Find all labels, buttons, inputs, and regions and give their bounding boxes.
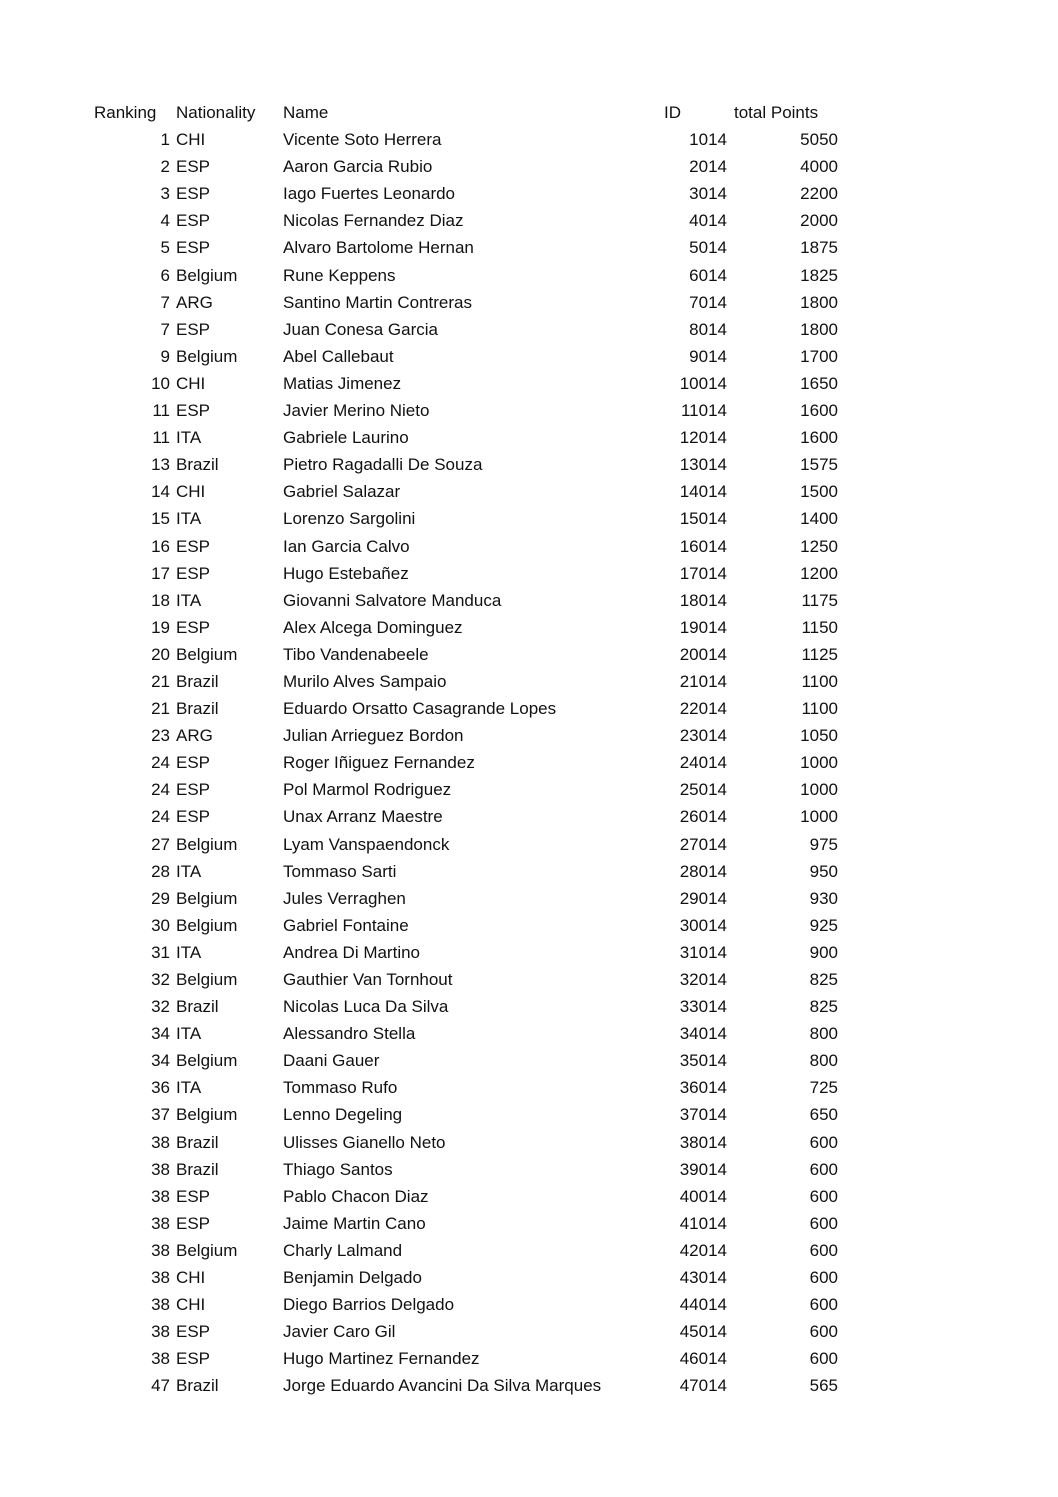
ranking-cell: 34 [151,1051,170,1071]
name-cell: Gabriel Salazar [283,482,401,502]
ranking-cell: 47 [151,1376,170,1396]
id-cell: 40014 [679,1186,727,1206]
points-cell: 1125 [801,644,838,664]
id-cell: 43014 [679,1268,727,1288]
id-cell: 1014 [689,130,727,150]
ranking-cell: 38 [151,1240,170,1260]
points-cell: 800 [809,1024,838,1044]
points-cell: 1100 [801,699,838,719]
name-cell: Alex Alcega Dominguez [283,617,463,637]
nationality-cell: Belgium [176,644,238,664]
points-cell: 930 [809,888,838,908]
id-cell: 44014 [679,1295,727,1315]
name-cell: Pol Marmol Rodriguez [283,780,452,800]
points-cell: 1000 [800,753,838,773]
nationality-cell: ESP [176,401,211,421]
id-cell: 24014 [679,753,727,773]
ranking-table [0,99,1058,1400]
table-row [0,1318,1058,1345]
nationality-cell: Brazil [176,671,219,691]
ranking-cell: 16 [151,536,170,556]
table-row [0,424,1058,451]
id-cell: 32014 [679,970,727,989]
ranking-cell: 38 [151,1159,170,1179]
ranking-cell: 27 [151,834,170,854]
nationality-cell: ESP [176,319,211,339]
ranking-cell: 2 [160,157,170,177]
table-row [0,289,1058,316]
name-cell: Roger Iñiguez Fernandez [283,753,475,773]
nationality-cell: ESP [176,617,211,637]
id-cell: 14014 [679,482,727,502]
table-row [0,478,1058,505]
name-cell: Charly Lalmand [283,1240,403,1260]
points-cell: 1875 [800,238,838,258]
ranking-cell: 24 [151,753,170,773]
points-cell: 5050 [800,130,838,150]
nationality-cell: ITA [176,942,202,962]
table-row [0,1129,1058,1156]
id-cell: 8014 [689,319,727,339]
name-cell: Iago Fuertes Leonardo [283,184,456,204]
table-row [0,1291,1058,1318]
ranking-cell: 38 [151,1295,170,1315]
name-cell: Matias Jimenez [283,373,402,393]
name-cell: Hugo Martinez Fernandez [283,1349,480,1369]
ranking-cell: 38 [151,1268,170,1288]
ranking-cell: 23 [151,726,170,746]
name-cell: Lenno Degeling [283,1105,403,1125]
header-nationality: Nationality [176,103,256,122]
ranking-cell: 10 [151,373,170,393]
table-row [0,180,1058,207]
ranking-cell: 38 [151,1322,170,1342]
ranking-cell: 38 [151,1213,170,1233]
header-ranking: Ranking [94,103,157,122]
id-cell: 45014 [679,1322,727,1342]
table-row [0,1156,1058,1183]
table-row [0,749,1058,776]
points-cell: 1700 [800,346,838,366]
ranking-cell: 28 [151,861,170,881]
table-row [0,533,1058,560]
id-cell: 13014 [679,455,727,475]
id-cell: 16014 [679,536,727,556]
points-cell: 1650 [800,373,838,393]
table-row [0,858,1058,885]
table-row [0,397,1058,424]
points-cell: 725 [809,1078,838,1098]
ranking-cell: 32 [151,970,170,989]
table-row [0,505,1058,532]
id-cell: 21014 [679,671,727,691]
name-cell: Daani Gauer [283,1051,380,1071]
table-row [0,1237,1058,1264]
table-row [0,207,1058,234]
points-cell: 2000 [800,211,838,231]
table-row [0,234,1058,261]
id-cell: 27014 [679,834,727,854]
table-row [0,966,1058,993]
nationality-cell: CHI [176,373,206,393]
ranking-cell: 24 [151,780,170,800]
points-cell: 1175 [801,590,838,610]
table-row [0,153,1058,180]
points-cell: 800 [809,1051,838,1071]
points-cell: 1100 [801,671,838,691]
nationality-cell: ESP [176,184,211,204]
table-row [0,641,1058,668]
table-row [0,1101,1058,1128]
table-row [0,939,1058,966]
name-cell: Lorenzo Sargolini [283,509,416,529]
nationality-cell: ESP [176,536,211,556]
nationality-cell: Belgium [176,970,238,989]
table-row [0,1020,1058,1047]
id-cell: 12014 [679,428,727,448]
nationality-cell: Belgium [176,915,238,935]
ranking-cell: 5 [160,238,170,258]
name-cell: Tibo Vandenabeele [283,644,429,664]
points-cell: 1250 [800,536,838,556]
nationality-cell: ESP [176,1186,211,1206]
points-cell: 2200 [800,184,838,204]
name-cell: Rune Keppens [283,265,396,285]
table-row [0,993,1058,1020]
name-cell: Pablo Chacon Diaz [283,1186,429,1206]
nationality-cell: ARG [176,292,213,312]
name-cell: Vicente Soto Herrera [283,130,442,150]
nationality-cell: ESP [176,1322,211,1342]
name-cell: Ulisses Gianello Neto [283,1132,446,1152]
ranking-cell: 21 [151,671,170,691]
ranking-cell: 18 [151,590,170,610]
id-cell: 19014 [679,617,727,637]
nationality-cell: ITA [176,509,202,529]
ranking-cell: 19 [151,617,170,637]
nationality-cell: CHI [176,482,206,502]
ranking-cell: 29 [151,888,170,908]
id-cell: 33014 [679,997,727,1017]
name-cell: Andrea Di Martino [283,942,421,962]
id-cell: 5014 [689,238,727,258]
ranking-cell: 38 [151,1186,170,1206]
name-cell: Aaron Garcia Rubio [283,157,433,177]
name-cell: Tommaso Sarti [283,861,397,881]
nationality-cell: ESP [176,238,211,258]
points-cell: 950 [809,861,838,881]
id-cell: 37014 [679,1105,727,1125]
points-cell: 1400 [800,509,838,529]
table-row [0,803,1058,830]
nationality-cell: Belgium [176,346,238,366]
points-cell: 825 [809,997,838,1017]
id-cell: 11014 [680,401,727,421]
points-cell: 1050 [800,726,838,746]
name-cell: Pietro Ragadalli De Souza [283,455,483,475]
points-cell: 1575 [800,455,838,475]
points-cell: 600 [809,1295,838,1315]
id-cell: 36014 [679,1078,727,1098]
points-cell: 1000 [800,780,838,800]
name-cell: Gabriele Laurino [283,428,409,448]
id-cell: 42014 [679,1240,727,1260]
id-cell: 30014 [679,915,727,935]
name-cell: Murilo Alves Sampaio [283,671,447,691]
table-row [0,262,1058,289]
points-cell: 600 [809,1213,838,1233]
table-row [0,126,1058,153]
nationality-cell: Belgium [176,888,238,908]
table-row [0,1345,1058,1372]
points-cell: 600 [809,1159,838,1179]
ranking-cell: 36 [151,1078,170,1098]
ranking-cell: 24 [151,807,170,827]
ranking-cell: 13 [151,455,170,475]
points-cell: 1800 [800,292,838,312]
points-cell: 1800 [800,319,838,339]
table-row [0,885,1058,912]
id-cell: 7014 [689,292,727,312]
id-cell: 18014 [679,590,727,610]
header-name: Name [283,103,329,122]
ranking-cell: 17 [151,563,170,583]
id-cell: 22014 [679,699,727,719]
table-row [0,1047,1058,1074]
points-cell: 600 [809,1240,838,1260]
points-cell: 600 [809,1186,838,1206]
id-cell: 28014 [679,861,727,881]
id-cell: 47014 [679,1376,727,1396]
nationality-cell: ESP [176,780,211,800]
table-row [0,1210,1058,1237]
table-row [0,912,1058,939]
name-cell: Diego Barrios Delgado [283,1295,455,1315]
id-cell: 26014 [679,807,727,827]
id-cell: 3014 [689,184,727,204]
nationality-cell: Brazil [176,455,219,475]
name-cell: Jaime Martin Cano [283,1213,426,1233]
points-cell: 1150 [801,617,838,637]
nationality-cell: Brazil [176,1159,219,1179]
name-cell: Ian Garcia Calvo [283,536,410,556]
nationality-cell: ITA [176,861,202,881]
table-row [0,776,1058,803]
nationality-cell: ESP [176,563,211,583]
points-cell: 1500 [800,482,838,502]
id-cell: 9014 [689,346,727,366]
name-cell: Hugo Estebañez [283,563,409,583]
header-total-points: total Points [734,103,819,122]
ranking-cell: 30 [151,915,170,935]
nationality-cell: CHI [176,1295,206,1315]
name-cell: Javier Caro Gil [283,1322,396,1342]
ranking-cell: 14 [151,482,170,502]
nationality-cell: ITA [176,428,202,448]
table-row [0,722,1058,749]
ranking-cell: 38 [151,1132,170,1152]
id-cell: 35014 [679,1051,727,1071]
ranking-cell: 21 [151,699,170,719]
table-row [0,560,1058,587]
name-cell: Jorge Eduardo Avancini Da Silva Marques [283,1376,602,1396]
points-cell: 975 [809,834,838,854]
nationality-cell: ESP [176,753,211,773]
name-cell: Gabriel Fontaine [283,915,409,935]
id-cell: 38014 [679,1132,727,1152]
table-body [0,126,1058,1399]
points-cell: 600 [809,1322,838,1342]
points-cell: 565 [809,1376,838,1396]
nationality-cell: ESP [176,211,211,231]
points-cell: 825 [809,970,838,989]
points-cell: 1825 [800,265,838,285]
table-row [0,587,1058,614]
table-row [0,1264,1058,1291]
points-cell: 1600 [800,428,838,448]
table-row [0,1074,1058,1101]
ranking-cell: 32 [151,997,170,1017]
points-cell: 600 [809,1268,838,1288]
ranking-cell: 4 [160,211,170,231]
nationality-cell: ARG [176,726,213,746]
nationality-cell: Brazil [176,1376,219,1396]
id-cell: 29014 [679,888,727,908]
id-cell: 10014 [679,373,727,393]
name-cell: Giovanni Salvatore Manduca [283,590,502,610]
name-cell: Benjamin Delgado [283,1268,422,1288]
points-cell: 600 [809,1132,838,1152]
id-cell: 17014 [679,563,727,583]
table-header-row [0,99,1058,126]
name-cell: Alessandro Stella [283,1024,416,1044]
name-cell: Thiago Santos [283,1159,393,1179]
nationality-cell: ESP [176,157,211,177]
nationality-cell: ESP [176,807,211,827]
points-cell: 650 [809,1105,838,1125]
name-cell: Santino Martin Contreras [283,292,472,312]
nationality-cell: Belgium [176,1051,238,1071]
nationality-cell: Belgium [176,265,238,285]
table-row [0,316,1058,343]
nationality-cell: Brazil [176,1132,219,1152]
table-row [0,831,1058,858]
table-row [0,370,1058,397]
nationality-cell: Belgium [176,1105,238,1125]
ranking-cell: 3 [160,184,170,204]
id-cell: 31014 [679,942,727,962]
id-cell: 25014 [679,780,727,800]
name-cell: Julian Arrieguez Bordon [283,726,464,746]
table-row [0,614,1058,641]
ranking-cell: 9 [160,346,170,366]
ranking-cell: 11 [152,401,170,421]
id-cell: 6014 [689,265,727,285]
table-row [0,668,1058,695]
name-cell: Unax Arranz Maestre [283,807,443,827]
points-cell: 925 [809,915,838,935]
id-cell: 15014 [679,509,727,529]
id-cell: 34014 [679,1024,727,1044]
table-row [0,451,1058,478]
table-row [0,343,1058,370]
ranking-cell: 31 [151,942,170,962]
id-cell: 46014 [679,1349,727,1369]
points-cell: 600 [809,1349,838,1369]
points-cell: 1000 [800,807,838,827]
nationality-cell: ESP [176,1349,211,1369]
nationality-cell: ITA [176,590,202,610]
nationality-cell: Belgium [176,834,238,854]
name-cell: Nicolas Fernandez Diaz [283,211,464,231]
nationality-cell: ESP [176,1213,211,1233]
points-cell: 1200 [800,563,838,583]
name-cell: Juan Conesa Garcia [283,319,438,339]
nationality-cell: ITA [176,1078,202,1098]
name-cell: Abel Callebaut [283,346,394,366]
ranking-cell: 15 [151,509,170,529]
points-cell: 1600 [800,401,838,421]
ranking-cell: 6 [160,265,170,285]
ranking-cell: 1 [160,130,170,150]
ranking-cell: 20 [151,644,170,664]
id-cell: 41014 [679,1213,727,1233]
points-cell: 900 [809,942,838,962]
nationality-cell: Brazil [176,997,219,1017]
nationality-cell: ITA [176,1024,202,1044]
name-cell: Jules Verraghen [283,888,406,908]
name-cell: Javier Merino Nieto [283,401,430,421]
id-cell: 20014 [679,644,727,664]
name-cell: Nicolas Luca Da Silva [283,997,449,1017]
ranking-cell: 7 [160,292,170,312]
points-cell: 4000 [800,157,838,177]
table-row [0,695,1058,722]
name-cell: Lyam Vanspaendonck [283,834,450,854]
nationality-cell: Brazil [176,699,219,719]
name-cell: Alvaro Bartolome Hernan [283,238,474,258]
name-cell: Gauthier Van Tornhout [283,970,453,989]
id-cell: 4014 [689,211,727,231]
ranking-cell: 11 [152,428,170,448]
name-cell: Eduardo Orsatto Casagrande Lopes [283,699,557,719]
table-row [0,1183,1058,1210]
ranking-cell: 37 [151,1105,170,1125]
id-cell: 2014 [689,157,727,177]
id-cell: 23014 [679,726,727,746]
table-row [0,1372,1058,1399]
nationality-cell: CHI [176,1268,206,1288]
name-cell: Tommaso Rufo [283,1078,398,1098]
id-cell: 39014 [679,1159,727,1179]
header-id: ID [664,103,681,122]
ranking-cell: 34 [151,1024,170,1044]
ranking-cell: 38 [151,1349,170,1369]
nationality-cell: Belgium [176,1240,238,1260]
ranking-cell: 7 [160,319,170,339]
nationality-cell: CHI [176,130,206,150]
